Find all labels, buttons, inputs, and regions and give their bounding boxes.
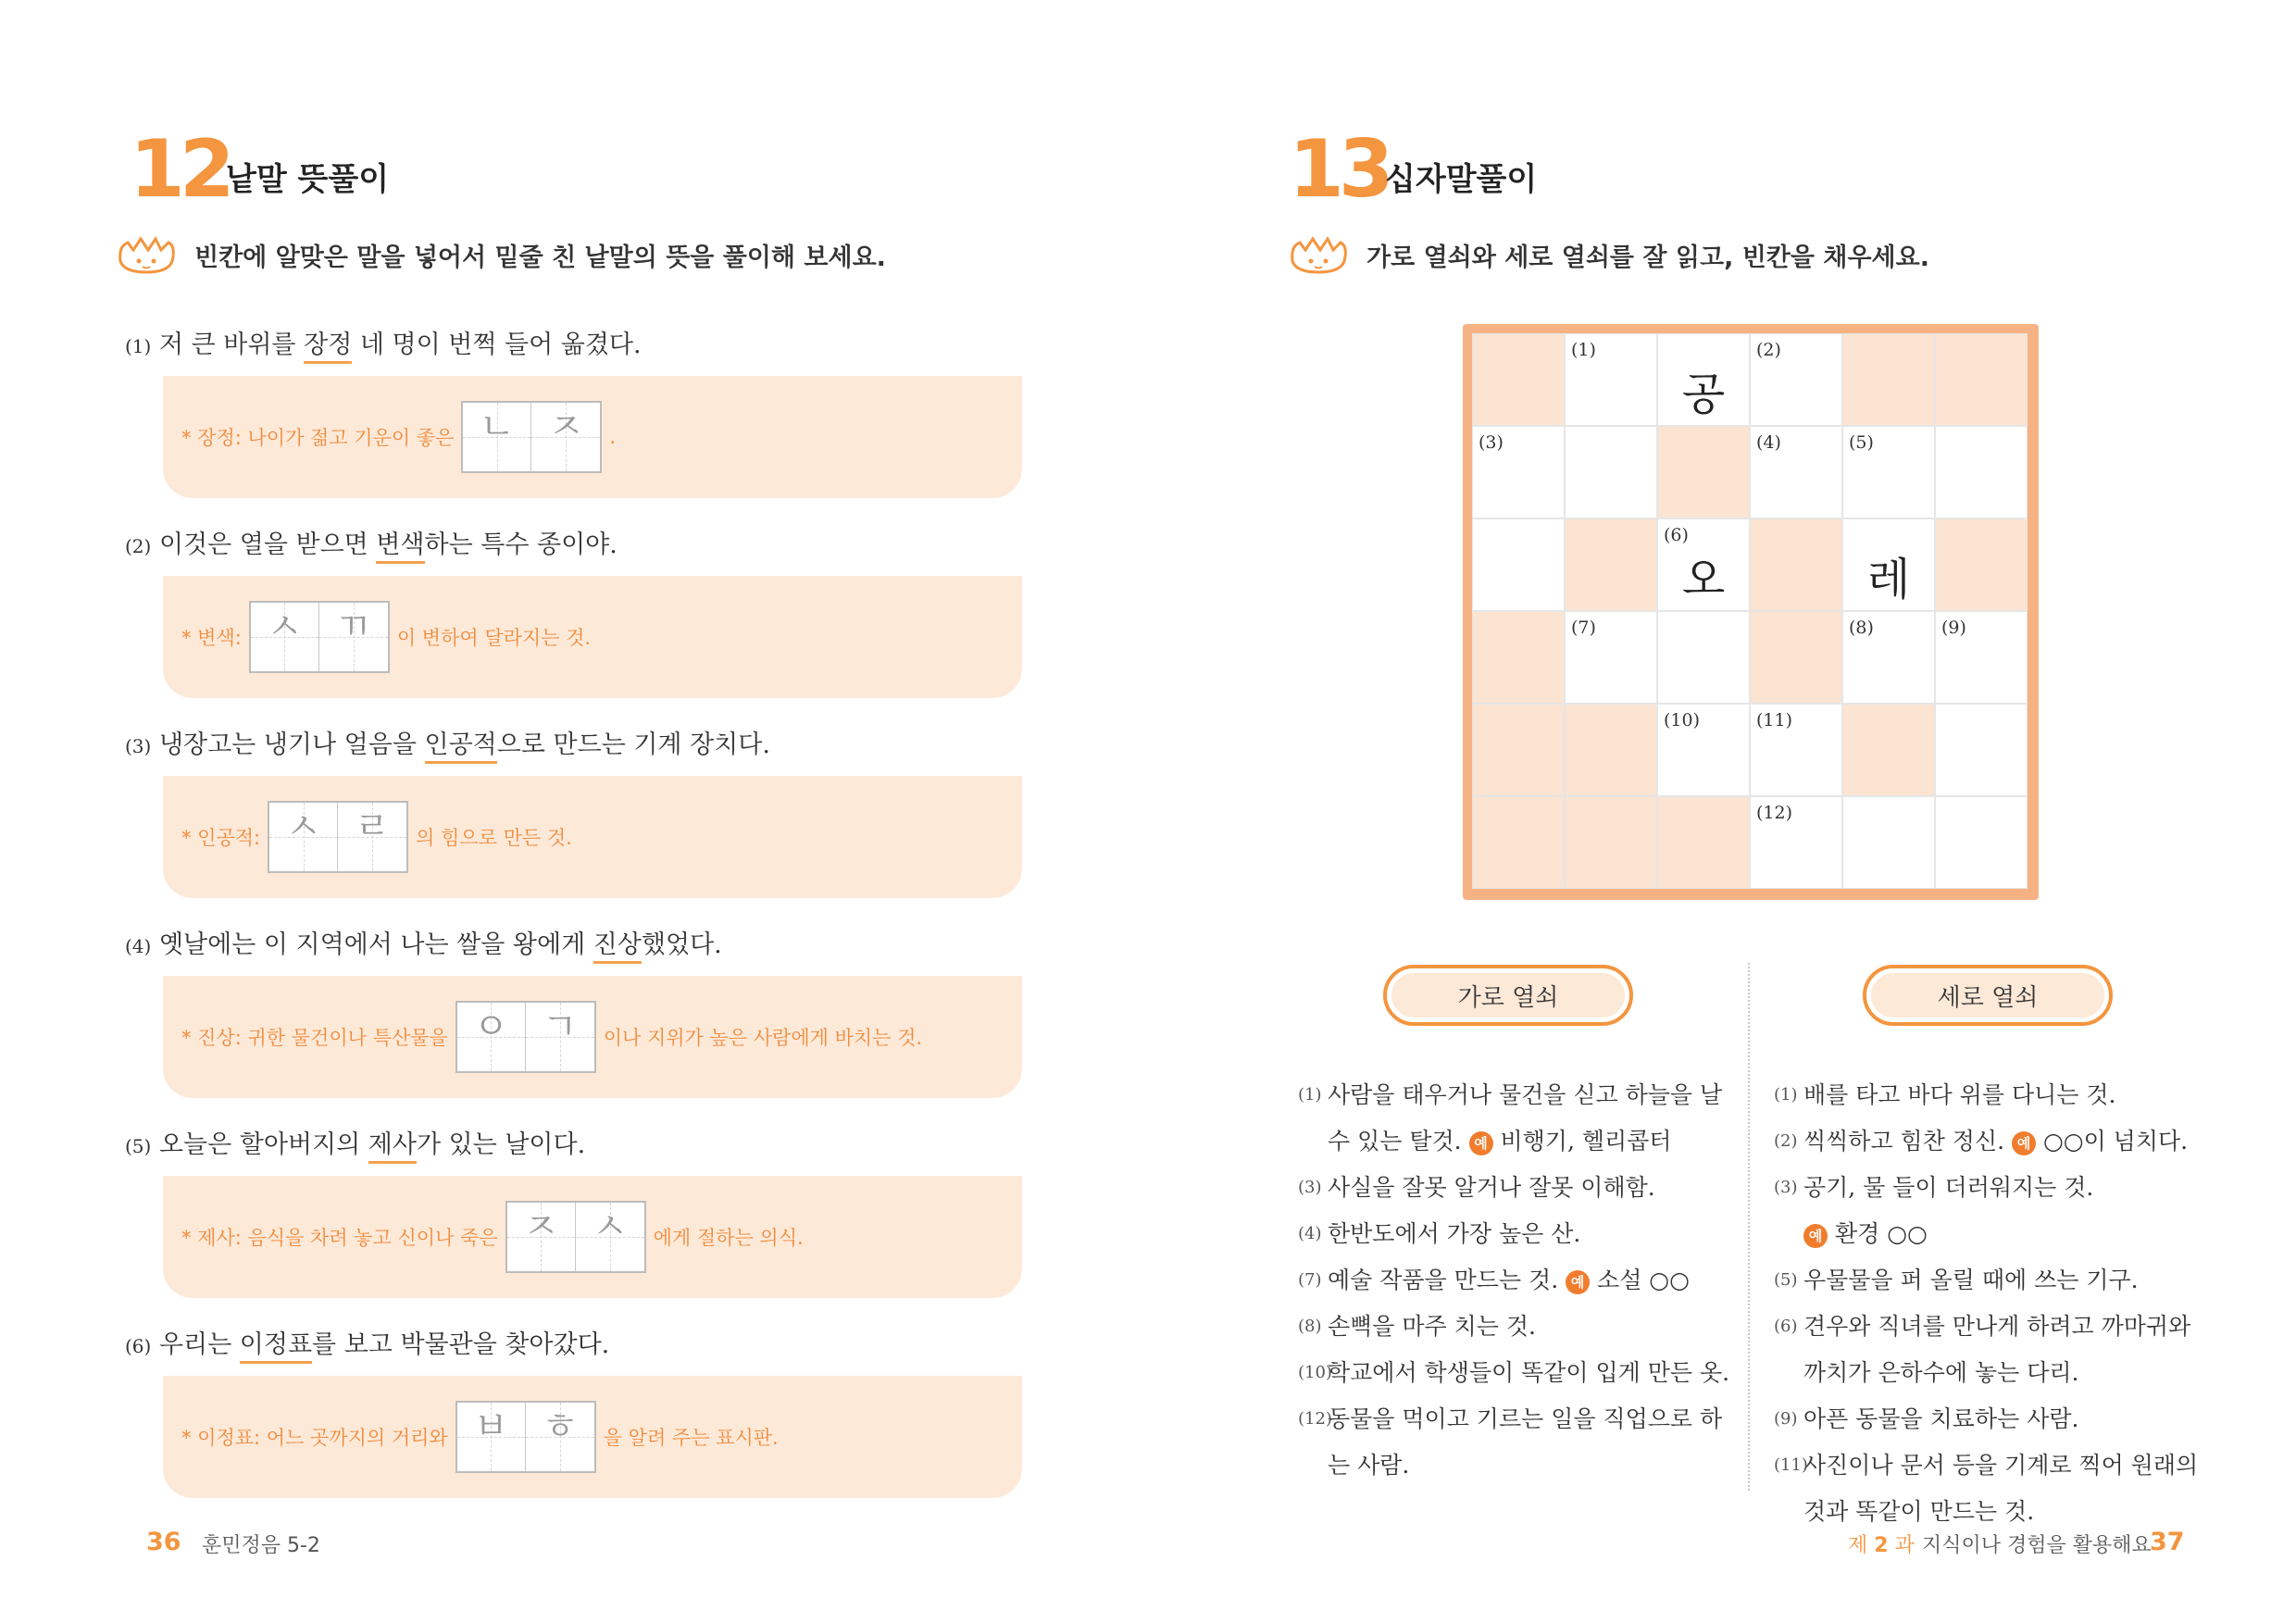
question-number: (2)	[125, 535, 152, 557]
clue-number: (1)	[1298, 1085, 1322, 1105]
question-number: (1)	[125, 335, 152, 357]
crown-character-icon	[115, 233, 180, 274]
clue-number: (9)	[1774, 1409, 1798, 1429]
clue-text: 예 환경 ○○	[1803, 1211, 2218, 1257]
clue-text: 까치가 은하수에 놓는 다리.	[1803, 1359, 2079, 1386]
across-clues	[1298, 1072, 1733, 1489]
clue-text: 사진이나 문서 등을 기계로 찍어 원래의	[1803, 1452, 2199, 1479]
given-letter: 공	[1681, 368, 1726, 420]
crossword-blocked-cell	[1750, 611, 1842, 704]
question-number: (3)	[125, 735, 152, 757]
section-number: 13	[1289, 123, 1389, 216]
clue-text: 손뼉을 마주 치는 것.	[1328, 1313, 1536, 1340]
clue-number: (5)	[1774, 1270, 1798, 1290]
clue-number: (3)	[1298, 1178, 1322, 1197]
answer-cell[interactable]: ㅅ	[269, 803, 338, 871]
clue-number: (2)	[1756, 340, 1781, 360]
instruction: 가로 열쇠와 세로 열쇠를 잘 읽고, 빈칸을 채우세요.	[1366, 243, 1929, 272]
crossword-blocked-cell	[1935, 518, 2028, 611]
clue-number: (9)	[1941, 618, 1966, 638]
crossword-blocked-cell	[1842, 333, 1935, 426]
crossword-blocked-cell	[1472, 611, 1565, 704]
clue-item	[1774, 1257, 2218, 1304]
example-badge: 예	[1803, 1224, 1828, 1248]
clue-text: 견우와 직녀를 만나게 하려고 까마귀와	[1803, 1313, 2191, 1340]
answer-box	[163, 376, 1022, 498]
clue-item	[1298, 1211, 1733, 1257]
crossword-blocked-cell	[1565, 704, 1657, 796]
crossword-blocked-cell	[1472, 333, 1565, 426]
crossword-frame	[1463, 324, 2039, 900]
crossword-cell[interactable]	[1657, 333, 1750, 426]
clue-number: (2)	[1774, 1131, 1798, 1151]
crossword-cell[interactable]	[1935, 611, 2028, 704]
answer-cells	[455, 1401, 596, 1473]
definition-label: * 인공적:	[181, 827, 261, 849]
clue-item	[1298, 1350, 1733, 1396]
crossword-blocked-cell	[1657, 796, 1750, 889]
definition-label: * 변색:	[181, 627, 242, 649]
clue-text: 배를 타고 바다 위를 다니는 것.	[1803, 1081, 2116, 1108]
answer-cell[interactable]: ㅇ	[457, 1003, 526, 1071]
column-divider	[1748, 963, 1750, 1491]
crossword-cell[interactable]	[1842, 518, 1935, 611]
crossword-cell[interactable]	[1935, 796, 2028, 889]
clue-text: 것과 똑같이 만드는 것.	[1803, 1498, 2035, 1525]
clue-text: 수 있는 탈것. 예 비행기, 헬리콥터	[1328, 1128, 1672, 1155]
section-number: 12	[130, 123, 230, 216]
crossword-blocked-cell	[1750, 518, 1842, 611]
answer-box	[163, 1376, 1022, 1498]
question-number: (4)	[125, 935, 152, 957]
clue-number: (4)	[1298, 1224, 1322, 1243]
question-sentence: (4) 옛날에는 이 지역에서 나는 쌀을 왕에게 진상했었다.	[125, 924, 722, 960]
crossword-cell[interactable]	[1842, 426, 1935, 518]
definition-rest: 을 알려 주는 표시판.	[603, 1427, 779, 1449]
underlined-word: 진상	[593, 930, 642, 964]
page-number: 36	[146, 1528, 181, 1556]
section-title: 십자말풀이	[1385, 161, 1538, 198]
example-badge: 예	[1469, 1131, 1493, 1155]
clue-item	[1774, 1396, 2218, 1442]
answer-cell[interactable]: ㄱ	[526, 1003, 594, 1071]
given-letter: 오	[1681, 554, 1726, 606]
answer-cell[interactable]: ㅂ	[457, 1403, 526, 1471]
underlined-word: 이정표	[240, 1330, 312, 1364]
clue-number: (1)	[1774, 1085, 1798, 1105]
underlined-word: 장정	[304, 331, 352, 364]
clue-text: 사실을 잘못 알거나 잘못 이해함.	[1328, 1174, 1655, 1201]
crossword-cell[interactable]	[1842, 796, 1935, 889]
chapter-label: 제 2 과	[1848, 1534, 1915, 1557]
crossword-cell[interactable]	[1472, 426, 1565, 518]
clue-text: 예술 작품을 만드는 것. 예 소설 ○○	[1328, 1267, 1690, 1293]
crossword-cell[interactable]	[1935, 426, 2028, 518]
crown-character-icon	[1287, 233, 1352, 274]
page-number: 37	[2150, 1528, 2185, 1556]
crossword-cell[interactable]	[1565, 611, 1657, 704]
down-clues	[1774, 1072, 2218, 1535]
answer-cells	[268, 801, 408, 873]
question-sentence: (3) 냉장고는 냉기나 얼음을 인공적으로 만드는 기계 장치다.	[125, 724, 770, 760]
answer-cells	[455, 1001, 596, 1073]
clue-number: (1)	[1571, 340, 1596, 360]
clue-item	[1774, 1118, 2218, 1165]
answer-cell[interactable]: ㅅ	[251, 603, 319, 671]
instruction: 빈칸에 알맞은 말을 넣어서 밑줄 친 낱말의 뜻을 풀이해 보세요.	[194, 243, 886, 272]
crossword-blocked-cell	[1472, 796, 1565, 889]
question-sentence: (5) 오늘은 할아버지의 제사가 있는 날이다.	[125, 1124, 585, 1160]
clue-number: (12)	[1756, 803, 1793, 823]
crossword-blocked-cell	[1657, 426, 1750, 518]
definition-rest: 이나 지위가 높은 사람에게 바치는 것.	[603, 1027, 923, 1049]
answer-cells	[461, 401, 602, 473]
crossword-cell[interactable]	[1842, 611, 1935, 704]
definition-rest: .	[609, 426, 617, 448]
right-page	[1148, 0, 2296, 1623]
answer-cell[interactable]: ㄹ	[338, 803, 406, 871]
clue-text: 씩씩하고 힘찬 정신. 예 ○○이 넘치다.	[1803, 1128, 2189, 1155]
clue-item	[1774, 1442, 2218, 1535]
underlined-word: 인공적	[425, 730, 497, 764]
chapter-title: 지식이나 경험을 활용해요	[1922, 1534, 2152, 1557]
clue-number: (6)	[1774, 1317, 1798, 1336]
clue-item	[1298, 1257, 1733, 1304]
crossword-cell[interactable]	[1750, 426, 1842, 518]
clue-text: 아픈 동물을 치료하는 사람.	[1803, 1405, 2079, 1432]
answer-cells	[505, 1201, 646, 1273]
definition-label: * 이정표: 어느 곳까지의 거리와	[181, 1427, 448, 1449]
question-sentence: (2) 이것은 열을 받으면 변색하는 특수 종이야.	[125, 524, 618, 560]
crossword-cell[interactable]	[1657, 704, 1750, 796]
crossword-cell[interactable]	[1565, 426, 1657, 518]
crossword-cell[interactable]	[1750, 333, 1842, 426]
clue-number: (10)	[1664, 710, 1701, 730]
book-title: 훈민정음 5-2	[202, 1534, 320, 1557]
clue-number: (8)	[1298, 1317, 1322, 1336]
definition-label: * 진상: 귀한 물건이나 특산물을	[181, 1027, 448, 1049]
clue-item	[1298, 1304, 1733, 1350]
clue-text: 학교에서 학생들이 똑같이 입게 만든 옷.	[1328, 1359, 1730, 1386]
clue-text: 는 사람.	[1328, 1452, 1410, 1479]
clue-number: (3)	[1774, 1178, 1798, 1197]
question-sentence: (1) 저 큰 바위를 장정 네 명이 번쩍 들어 옮겼다.	[125, 324, 642, 360]
clue-text: 우물물을 퍼 올릴 때에 쓰는 기구.	[1803, 1267, 2139, 1293]
clue-number: (12)	[1298, 1409, 1332, 1429]
answer-cell[interactable]: ㅎ	[526, 1403, 594, 1471]
across-clues-title: 가로 열쇠	[1391, 973, 1625, 1017]
down-clues-header	[1863, 965, 2113, 1026]
clue-number: (5)	[1849, 432, 1874, 453]
definition-rest: 의 힘으로 만든 것.	[416, 827, 572, 849]
crossword-blocked-cell	[1842, 704, 1935, 796]
answer-box	[163, 976, 1022, 1098]
clue-number: (8)	[1849, 618, 1874, 638]
clue-number: (6)	[1664, 525, 1689, 545]
clue-number: (7)	[1298, 1270, 1322, 1290]
clue-item	[1774, 1072, 2218, 1118]
answer-cell[interactable]: ㅈ	[507, 1203, 576, 1271]
clue-text: 한반도에서 가장 높은 산.	[1328, 1220, 1581, 1247]
underlined-word: 변색	[376, 531, 424, 564]
question-number: (6)	[125, 1335, 152, 1357]
crossword-blocked-cell	[1565, 518, 1657, 611]
example-badge: 예	[2012, 1131, 2036, 1155]
crossword-blocked-cell	[1472, 704, 1565, 796]
underlined-word: 제사	[368, 1130, 417, 1164]
crossword-cell[interactable]	[1472, 518, 1565, 611]
answer-box	[163, 576, 1022, 698]
crossword-blocked-cell	[1935, 333, 2028, 426]
answer-box	[163, 1176, 1022, 1298]
clue-item	[1298, 1396, 1733, 1489]
clue-number: (11)	[1756, 710, 1793, 730]
crossword-cell[interactable]	[1565, 333, 1657, 426]
clue-item	[1298, 1165, 1733, 1211]
crossword-blocked-cell	[1565, 796, 1657, 889]
definition-rest: 에게 절하는 의식.	[653, 1227, 804, 1249]
crossword-grid	[1472, 333, 2028, 889]
clue-text: 공기, 물 들이 더러워지는 것.	[1803, 1174, 2094, 1201]
question-sentence: (6) 우리는 이정표를 보고 박물관을 찾아갔다.	[125, 1324, 609, 1360]
answer-cell[interactable]: ㄲ	[319, 603, 388, 671]
given-letter: 레	[1866, 554, 1911, 606]
answer-cell[interactable]: ㅅ	[576, 1203, 644, 1271]
answer-cell[interactable]: ㅈ	[531, 403, 600, 471]
clue-number: (7)	[1571, 618, 1596, 638]
answer-box	[163, 776, 1022, 898]
definition-label: * 제사: 음식을 차려 놓고 신이나 죽은	[181, 1227, 498, 1249]
clue-text: 동물을 먹이고 기르는 일을 직업으로 하	[1328, 1405, 1723, 1432]
example-badge: 예	[1566, 1270, 1590, 1294]
crossword-cell[interactable]	[1657, 611, 1750, 704]
clue-number: (11)	[1774, 1455, 1808, 1475]
answer-cells	[249, 601, 390, 673]
clue-item	[1774, 1304, 2218, 1396]
clue-number: (4)	[1756, 432, 1781, 453]
clue-number: (10)	[1298, 1363, 1332, 1382]
definition-rest: 이 변하여 달라지는 것.	[396, 627, 592, 649]
section-title: 낱말 뜻풀이	[226, 161, 390, 198]
clue-number: (3)	[1479, 432, 1504, 453]
answer-cell[interactable]: ㄴ	[463, 403, 531, 471]
crossword-cell[interactable]	[1657, 518, 1750, 611]
crossword-cell[interactable]	[1750, 704, 1842, 796]
definition-label: * 장정: 나이가 젊고 기운이 좋은	[181, 427, 455, 449]
crossword-cell[interactable]	[1935, 704, 2028, 796]
clue-item	[1774, 1165, 2218, 1257]
question-number: (5)	[125, 1135, 152, 1157]
down-clues-title: 세로 열쇠	[1871, 973, 2104, 1017]
clue-text: 사람을 태우거나 물건을 싣고 하늘을 날	[1328, 1081, 1723, 1108]
crossword-cell[interactable]	[1750, 796, 1842, 889]
clue-item	[1298, 1072, 1733, 1165]
across-clues-header	[1383, 965, 1633, 1026]
